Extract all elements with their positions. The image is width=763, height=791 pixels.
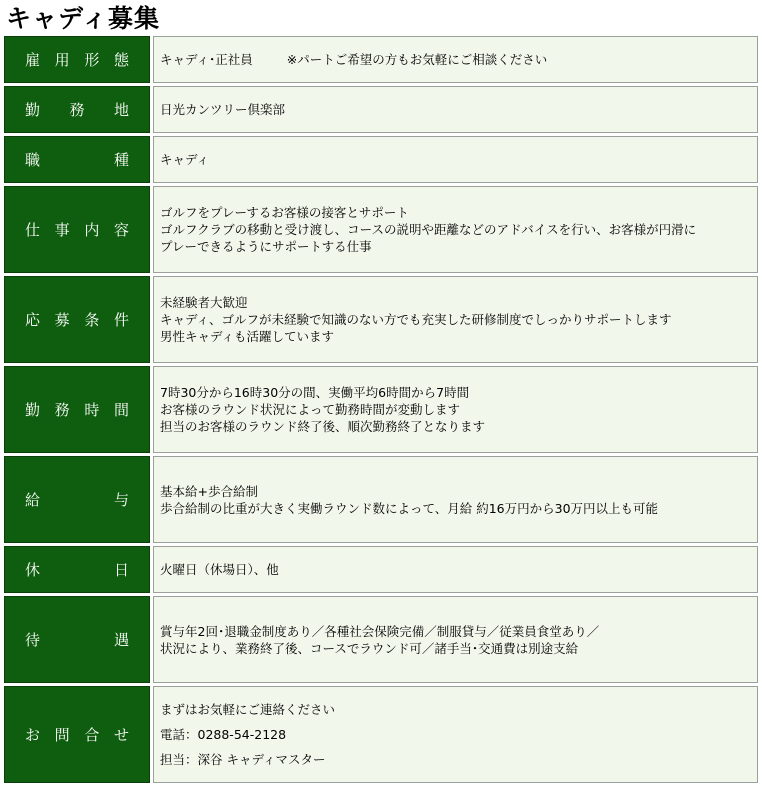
row-working-hours xyxy=(4,366,758,453)
value-line: 7時30分から16時30分の間、実働平均6時間から7時間 xyxy=(160,385,470,400)
job-description-label xyxy=(4,186,150,273)
label-char: 条 xyxy=(84,311,100,329)
label-char: 雇 xyxy=(25,51,41,69)
label-char: 種 xyxy=(113,151,129,169)
job-type-value xyxy=(153,136,758,183)
value-line: キャディ xyxy=(160,152,210,167)
label-char: 問 xyxy=(54,726,70,744)
label-char: 待 xyxy=(25,631,41,649)
working-hours-value xyxy=(153,366,758,453)
label-char: 内 xyxy=(84,221,100,239)
row-job-type xyxy=(4,136,758,183)
label-char: 休 xyxy=(25,561,41,579)
working-hours-label xyxy=(4,366,150,453)
row-contact xyxy=(4,686,758,783)
label-char: 仕 xyxy=(25,221,41,239)
label-char: 与 xyxy=(113,491,129,509)
label-char: 間 xyxy=(113,401,129,419)
label-char: 勤 xyxy=(25,101,41,119)
value-line: 男性キャディも活躍しています xyxy=(160,329,335,344)
value-line: プレーできるようにサポートする仕事 xyxy=(160,239,372,254)
value-line: まずはお気軽にご連絡ください xyxy=(160,702,336,717)
contact-value xyxy=(153,686,758,783)
label-char: 時 xyxy=(84,401,100,419)
label-char: 形 xyxy=(84,51,100,69)
value-line: 担当のお客様のラウンド終了後、順次勤務終了となります xyxy=(160,419,486,434)
page-title: キャディ募集 xyxy=(6,4,161,33)
salary-label xyxy=(4,456,150,543)
workplace-value xyxy=(153,86,758,133)
row-workplace xyxy=(4,86,758,133)
benefits-value xyxy=(153,596,758,683)
label-char: 給 xyxy=(25,491,41,509)
value-line: 基本給+歩合給制 xyxy=(160,483,258,499)
employment-type-value xyxy=(153,36,758,83)
value-note: ※パートご希望の方もお気軽にご相談ください xyxy=(286,52,548,67)
value-line: ゴルフをプレーするお客様の接客とサポート xyxy=(160,205,409,220)
contact-label xyxy=(4,686,150,783)
contact-person: 担当：深谷 キャディマスター xyxy=(160,752,326,767)
holidays-label xyxy=(4,546,150,593)
salary-value xyxy=(153,456,758,543)
label-char: お xyxy=(25,726,41,744)
label-char: 勤 xyxy=(25,401,41,419)
value-line: 賞与年2回･退職金制度あり／各種社会保険完備／制服貸与／従業員食堂あり／ xyxy=(160,623,600,639)
employment-type-label xyxy=(4,36,150,83)
value-line: 状況により、業務終了後、コースでラウンド可／諸手当･交通費は別途支給 xyxy=(160,640,579,656)
row-requirements xyxy=(4,276,758,363)
value-line: お客様のラウンド状況によって勤務時間が変動します xyxy=(160,402,461,417)
job-description-value xyxy=(153,186,758,273)
value-line: 歩合給制の比重が大きく実働ラウンド数によって、月給 約16万円から30万円以上も可能 xyxy=(160,500,659,516)
label-char: 遇 xyxy=(113,631,129,649)
label-char: せ xyxy=(113,726,129,744)
label-char: 日 xyxy=(113,561,129,579)
label-char: 件 xyxy=(113,311,129,329)
label-char: 合 xyxy=(84,726,100,744)
value-line: キャディ･正社員 xyxy=(160,52,253,67)
benefits-label xyxy=(4,596,150,683)
value-line: ゴルフクラブの移動と受け渡し、コースの説明や距離などのアドバイスを行い、お客様が円滑に xyxy=(160,222,697,237)
label-char: 職 xyxy=(25,151,41,169)
label-char: 務 xyxy=(54,401,70,419)
value-line: 未経験者大歓迎 xyxy=(160,295,248,310)
value-line: キャディ、ゴルフが未経験で知識のない方でも充実した研修制度でしっかりサポートします xyxy=(160,312,672,327)
label-char: 地 xyxy=(113,101,129,119)
holidays-value xyxy=(153,546,758,593)
recruitment-table xyxy=(4,36,758,786)
requirements-value xyxy=(153,276,758,363)
value-line: 火曜日（休場日）、他 xyxy=(160,562,279,577)
label-char: 態 xyxy=(113,51,129,69)
label-char: 務 xyxy=(69,101,85,119)
requirements-label xyxy=(4,276,150,363)
label-char: 募 xyxy=(54,311,70,329)
row-job-description xyxy=(4,186,758,273)
label-char: 用 xyxy=(54,51,70,69)
row-benefits xyxy=(4,596,758,683)
workplace-label xyxy=(4,86,150,133)
row-salary xyxy=(4,456,758,543)
label-char: 事 xyxy=(54,221,70,239)
job-type-label xyxy=(4,136,150,183)
phone-number[interactable]: 電話：0288-54-2128 xyxy=(160,727,287,742)
row-holidays xyxy=(4,546,758,593)
label-char: 容 xyxy=(113,221,129,239)
label-char: 応 xyxy=(25,311,41,329)
value-line: 日光カンツリー倶楽部 xyxy=(160,102,286,117)
row-employment-type xyxy=(4,36,758,83)
